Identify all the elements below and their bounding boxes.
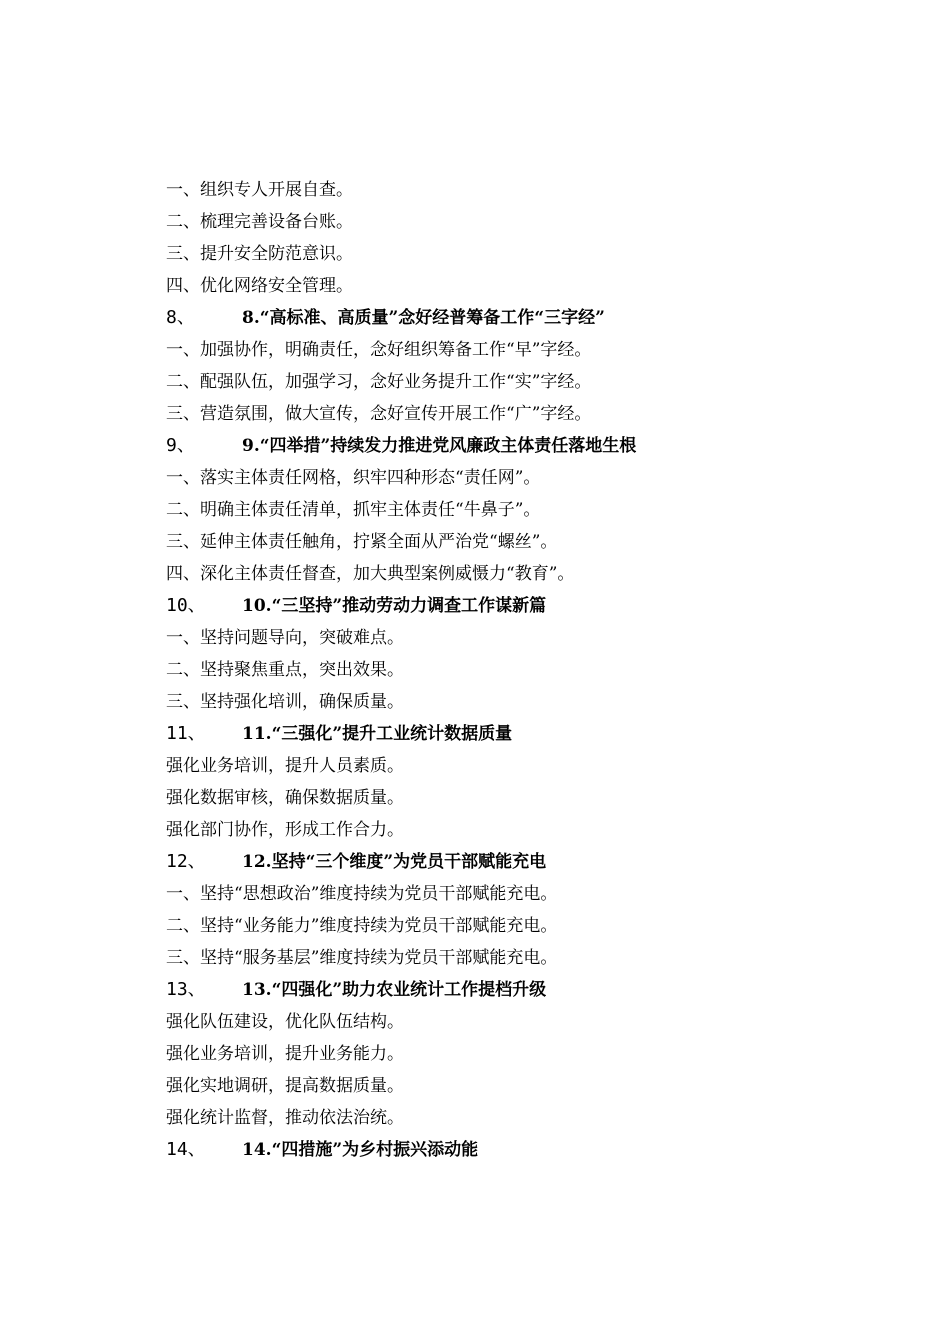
list-item: 强化业务培训，提升业务能力。 [166,1044,404,1064]
section-number: 9、 [166,435,195,456]
section-heading [166,1134,886,1166]
section-title: 14.“四措施”为乡村振兴添动能 [242,1140,479,1160]
list-item: 一、坚持“思想政治”维度持续为党员干部赋能充电。 [166,884,558,904]
section-number: 10、 [166,595,206,616]
list-item: 强化队伍建设，优化队伍结构。 [166,1012,404,1032]
list-item: 三、提升安全防范意识。 [166,244,353,264]
list-item: 三、延伸主体责任触角，拧紧全面从严治党“螺丝”。 [166,532,558,552]
section-title: 12.坚持“三个维度”为党员干部赋能充电 [242,852,547,872]
list-item: 二、明确主体责任清单，抓牢主体责任“牛鼻子”。 [166,500,541,520]
section-title: 9.“四举措”持续发力推进党风廉政主体责任落地生根 [242,436,637,456]
section-number: 13、 [166,979,206,1000]
list-item: 四、优化网络安全管理。 [166,276,353,296]
section-heading [166,430,886,462]
section-number: 11、 [166,723,206,744]
section-number: 12、 [166,851,206,872]
list-item: 二、坚持聚焦重点，突出效果。 [166,660,404,680]
list-item: 二、坚持“业务能力”维度持续为党员干部赋能充电。 [166,916,558,936]
list-item: 强化部门协作，形成工作合力。 [166,820,404,840]
section-title: 10.“三坚持”推动劳动力调查工作谋新篇 [242,596,547,616]
section-number: 8、 [166,307,195,328]
list-item: 二、梳理完善设备台账。 [166,212,353,232]
list-item: 四、深化主体责任督查，加大典型案例威慑力“教育”。 [166,564,575,584]
section-heading [166,718,886,750]
section-number: 14、 [166,1139,206,1160]
section-title: 11.“三强化”提升工业统计数据质量 [242,724,513,744]
list-item: 三、坚持强化培训，确保质量。 [166,692,404,712]
list-item: 二、配强队伍，加强学习，念好业务提升工作“实”字经。 [166,372,592,392]
section-heading [166,302,886,334]
list-item: 三、坚持“服务基层”维度持续为党员干部赋能充电。 [166,948,558,968]
section-heading [166,846,886,878]
list-item: 一、落实主体责任网格，织牢四种形态“责任网”。 [166,468,541,488]
list-item: 三、营造氛围，做大宣传，念好宣传开展工作“广”字经。 [166,404,592,424]
list-item: 一、组织专人开展自查。 [166,180,353,200]
list-item: 强化统计监督，推动依法治统。 [166,1108,404,1128]
document-body [166,174,886,1166]
list-item: 一、加强协作，明确责任，念好组织筹备工作“早”字经。 [166,340,592,360]
list-item: 强化业务培训，提升人员素质。 [166,756,404,776]
section-heading [166,974,886,1006]
section-title: 8.“高标准、高质量”念好经普筹备工作“三字经” [242,308,605,328]
section-heading [166,590,886,622]
section-title: 13.“四强化”助力农业统计工作提档升级 [242,980,547,1000]
list-item: 强化数据审核，确保数据质量。 [166,788,404,808]
list-item: 一、坚持问题导向，突破难点。 [166,628,404,648]
list-item: 强化实地调研，提高数据质量。 [166,1076,404,1096]
